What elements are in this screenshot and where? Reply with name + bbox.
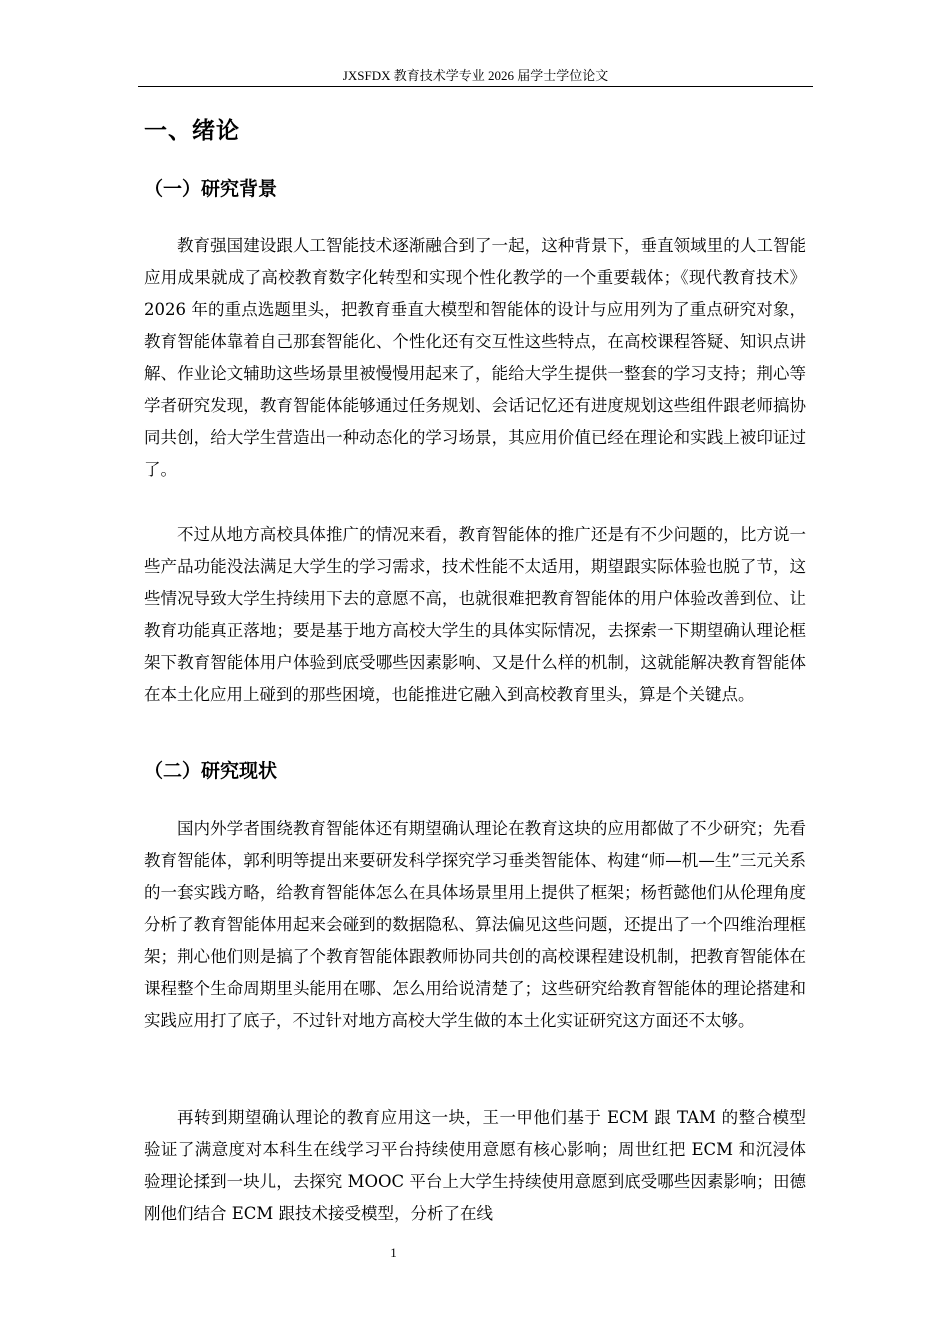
page-number: 1 xyxy=(390,1245,397,1260)
paragraph: 再转到期望确认理论的教育应用这一块，王一甲他们基于 ECM 跟 TAM 的整合模型验证了满意度对本科生在线学习平台持续使用意愿有核心影响；周世红把 ECM 和沉浸体验理论揉到一块儿，去探究 MOOC 平台上大学生持续使用意愿到底受哪些因素影响；田德刚他们结合 ECM 跟技术接受模型，分析了在线 xyxy=(144,1108,806,1223)
section-title-background: （一）研究背景 xyxy=(144,178,278,200)
section-title-status: （二）研究现状 xyxy=(144,760,278,782)
paragraph: 不过从地方高校具体推广的情况来看，教育智能体的推广还是有不少问题的，比方说一些产品功能没法满足大学生的学习需求，技术性能不太适用，期望跟实际体验也脱了节，这些情况导致大学生持续用下去的意愿不高，也就很难把教育智能体的用户体验改善到位、让教育功能真正落地；要是基于地方高校大学生的具体实际情况，去探索一下期望确认理论框架下教育智能体用户体验到底受哪些因素影响、又是什么样的机制，这就能解决教育智能体在本土化应用上碰到的那些困境，也能推进它融入到高校教育里头，算是个关键点。 xyxy=(144,525,806,704)
chapter-title: 一、绪论 xyxy=(144,118,240,144)
running-header: JXSFDX 教育技术学专业 2026 届学士学位论文 xyxy=(342,68,609,83)
header-rule xyxy=(138,86,813,87)
paragraph: 教育强国建设跟人工智能技术逐渐融合到了一起，这种背景下，垂直领域里的人工智能应用成果就成了高校教育数字化转型和实现个性化教学的一个重要载体；《现代教育技术》2026 年的重点选题里头，把教育垂直大模型和智能体的设计与应用列为了重点研究对象，教育智能体靠着自己那套智能化、个性化还有交互性这些特点，在高校课程答疑、知识点讲解、作业论文辅助这些场景里被慢慢用起来了，能给大学生提供一整套的学习支持；荆心等学者研究发现，教育智能体能够通过任务规划、会话记忆还有进度规划这些组件跟老师搞协同共创，给大学生营造出一种动态化的学习场景，其应用价值已经在理论和实践上被印证过了。 xyxy=(144,236,806,479)
paragraph: 国内外学者围绕教育智能体还有期望确认理论在教育这块的应用都做了不少研究；先看教育智能体，郭利明等提出来要研发科学探究学习垂类智能体、构建“师—机—生”三元关系的一套实践方略，给教育智能体怎么在具体场景里用上提供了框架；杨哲懿他们从伦理角度分析了教育智能体用起来会碰到的数据隐私、算法偏见这些问题，还提出了一个四维治理框架；荆心他们则是搞了个教育智能体跟教师协同共创的高校课程建设机制，把教育智能体在课程整个生命周期里头能用在哪、怎么用给说清楚了；这些研究给教育智能体的理论搭建和实践应用打了底子，不过针对地方高校大学生做的本土化实证研究这方面还不太够。 xyxy=(144,819,806,1030)
